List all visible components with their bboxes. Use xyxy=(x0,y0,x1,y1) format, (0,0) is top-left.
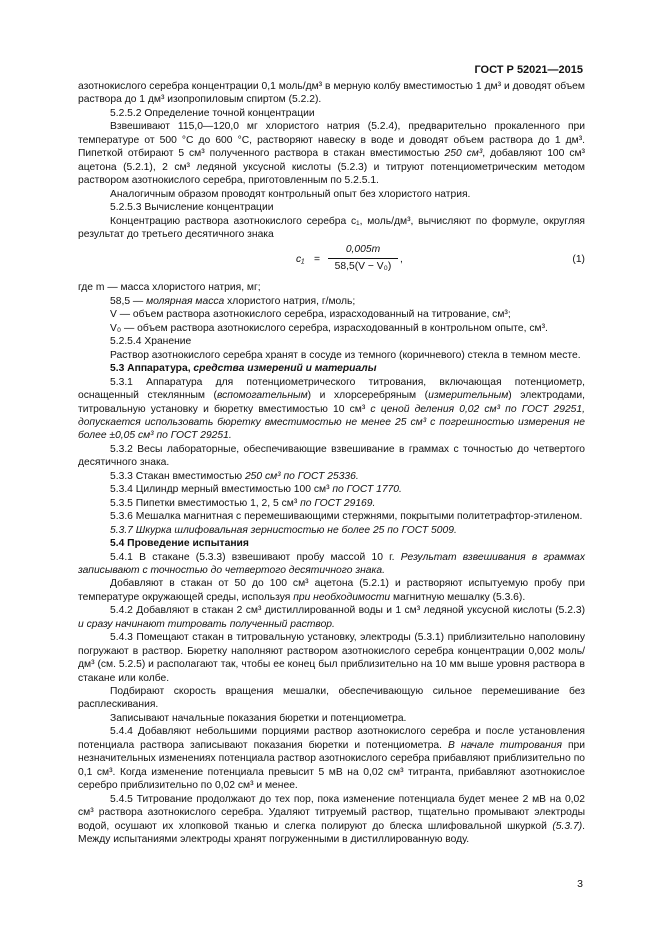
paragraph: Аналогичным образом проводят контрольный опыт без хлористого натрия. xyxy=(110,188,471,200)
subsection-heading: 5.2.5.4 Хранение xyxy=(110,336,192,348)
paragraph: 5.3.2 Весы лабораторные, обеспечивающие взвешивание в граммах с точностью до четвертого десятичного знака. xyxy=(78,443,585,469)
subsection-heading: 5.2.5.2 Определение точной концентрации xyxy=(110,107,315,119)
formula-comma: , xyxy=(400,254,403,266)
paragraph: 5.3.6 Мешалка магнитная с перемешивающими стержнями, покрытыми политетрафтор-этиленом. xyxy=(110,511,583,523)
paragraph: 5.4.3 Помещают стакан в титровальную установку, электроды (5.3.1) приблизительно наполовину погружают в раствор. Бюретку наполняют раствором азотнокислого серебра концентрации 0,002 моль/дм³ (см. 5.2.5) и располагают так, чтобы ее конец был приблизительно на 10 мм выше уровня раствора в стакане или колбе. xyxy=(78,632,585,684)
standard-header: ГОСТ Р 52021—2015 xyxy=(474,64,583,76)
formula-1 xyxy=(78,243,585,277)
page-number: 3 xyxy=(577,878,583,890)
paragraph: 5.4.1 В стакане (5.3.3) взвешивают пробу массой 10 г. Результат взвешивания в граммах записывают с точностью до четвертого десятичного знака. xyxy=(78,551,585,576)
legend-line: 58,5 — молярная масса хлористого натрия, г/моль; xyxy=(110,295,356,307)
paragraph: 5.4.2 Добавляют в стакан 2 см³ дистиллированной воды и 1 см³ ледяной уксусной кислоты (5.2.3) и сразу начинают титровать полученный раствор. xyxy=(78,605,585,630)
paragraph: Концентрацию раствора азотнокислого серебра c₁, моль/дм³, вычисляют по формуле, округляя результат до третьего десятичного знака xyxy=(78,215,585,240)
paragraph: Подбирают скорость вращения мешалки, обеспечивающую сильное перемешивание без расплескивания. xyxy=(78,686,585,711)
formula-denominator: 58,5(V − V₀) xyxy=(334,260,392,272)
legend-line: V — объем раствора азотнокислого серебра, израсходованный на титрование, см³; xyxy=(110,309,511,321)
paragraph: 5.3.5 Пипетки вместимостью 1, 2, 5 см³ по ГОСТ 29169. xyxy=(110,497,376,509)
paragraph: 5.3.7 Шкурка шлифовальная зернистостью не более 25 по ГОСТ 5009. xyxy=(110,524,457,536)
section-heading-5-3: 5.3 Аппаратура, средства измерений и материалы xyxy=(110,363,377,375)
formula-numerator: 0,005m xyxy=(328,243,398,258)
paragraph: Раствор азотнокислого серебра хранят в сосуде из темного (коричневого) стекла в темном месте. xyxy=(110,349,581,361)
formula-number: (1) xyxy=(572,254,585,266)
legend-line: V₀ — объем раствора азотнокислого серебра, израсходованный в контрольном опыте, см³. xyxy=(110,322,548,334)
paragraph: Добавляют в стакан от 50 до 100 см³ ацетона (5.2.1) и растворяют испытуемую пробу при температуре окружающей среды, используя при необходимости магнитную мешалку (5.3.6). xyxy=(78,578,585,603)
paragraph: 5.3.1 Аппаратура для потенциометрического титрования, включающая потенциометр, оснащенный стеклянным (вспомогательным) и хлорсеребряным (измерительным) электродами, титровальную установку и бюретку вместимостью 10 см³ с ценой деления 0,02 см³ по ГОСТ 29251, допускается использовать бюретку вместимостью не менее 25 см³ с погрешностью измерения не более ±0,05 см³ по ГОСТ 29251. xyxy=(78,376,585,442)
paragraph: 5.3.4 Цилиндр мерный вместимостью 100 см³ по ГОСТ 1770. xyxy=(110,484,402,496)
formula-equals: = xyxy=(314,254,321,266)
paragraph: 5.3.3 Стакан вместимостью 250 см³ по ГОСТ 25336. xyxy=(110,470,359,482)
paragraph: азотнокислого серебра концентрации 0,1 моль/дм³ в мерную колбу вместимостью 1 дм³ и доводят объем раствора до 1 дм³ изопропиловым спиртом (5.2.2). xyxy=(78,81,585,106)
paragraph: 5.4.5 Титрование продолжают до тех пор, пока изменение потенциала будет менее 2 мВ на 0,02 см³ раствора азотнокислого серебра. Удаляют титруемый раствор, тщательно промывают электроды водой, осушают их хлопковой тканью и слегка полируют до блеска шлифовальной шкуркой (5.3.7). Между испытаниями электроды хранят погруженными в дистиллированную воду. xyxy=(78,793,585,846)
legend-line: где m — масса хлористого натрия, мг; xyxy=(78,282,261,294)
section-heading-5-4: 5.4 Проведение испытания xyxy=(110,538,249,550)
paragraph: 5.4.4 Добавляют небольшими порциями раствор азотнокислого серебра и после установления потенциала раствора записывают показания бюретки и потенциометра. В начале титрования при незначительных изменениях потенциала раствор азотнокислого серебра прибавляют приблизительно по 0,1 см³. Когда изменение потенциала превысит 5 мВ на 0,02 см³ титранта, прибавляют азотнокислое серебро приблизительно по 0,02 см³ и менее. xyxy=(78,726,585,792)
formula-fraction xyxy=(328,243,398,273)
page-content xyxy=(78,80,585,846)
formula-lhs: c₁ xyxy=(296,254,305,266)
subsection-heading: 5.2.5.3 Вычисление концентрации xyxy=(110,202,274,214)
paragraph: Записывают начальные показания бюретки и потенциометра. xyxy=(110,712,407,724)
paragraph: Взвешивают 115,0—120,0 мг хлористого натрия (5.2.4), предварительно прокаленного при температуре от 500 °С до 600 °С, растворяют навеску в воде и доводят объем раствора до 1 дм³. Пипеткой отбирают 5 см³ полученного раствора в стакан вместимостью 250 см³, добавляют 100 см³ ацетона (5.2.1), 2 см³ ледяной уксусной кислоты (5.2.3) и титруют потенциометрическим методом раствором азотнокислого серебра, приготовленным по 5.2.5.1. xyxy=(78,121,585,187)
